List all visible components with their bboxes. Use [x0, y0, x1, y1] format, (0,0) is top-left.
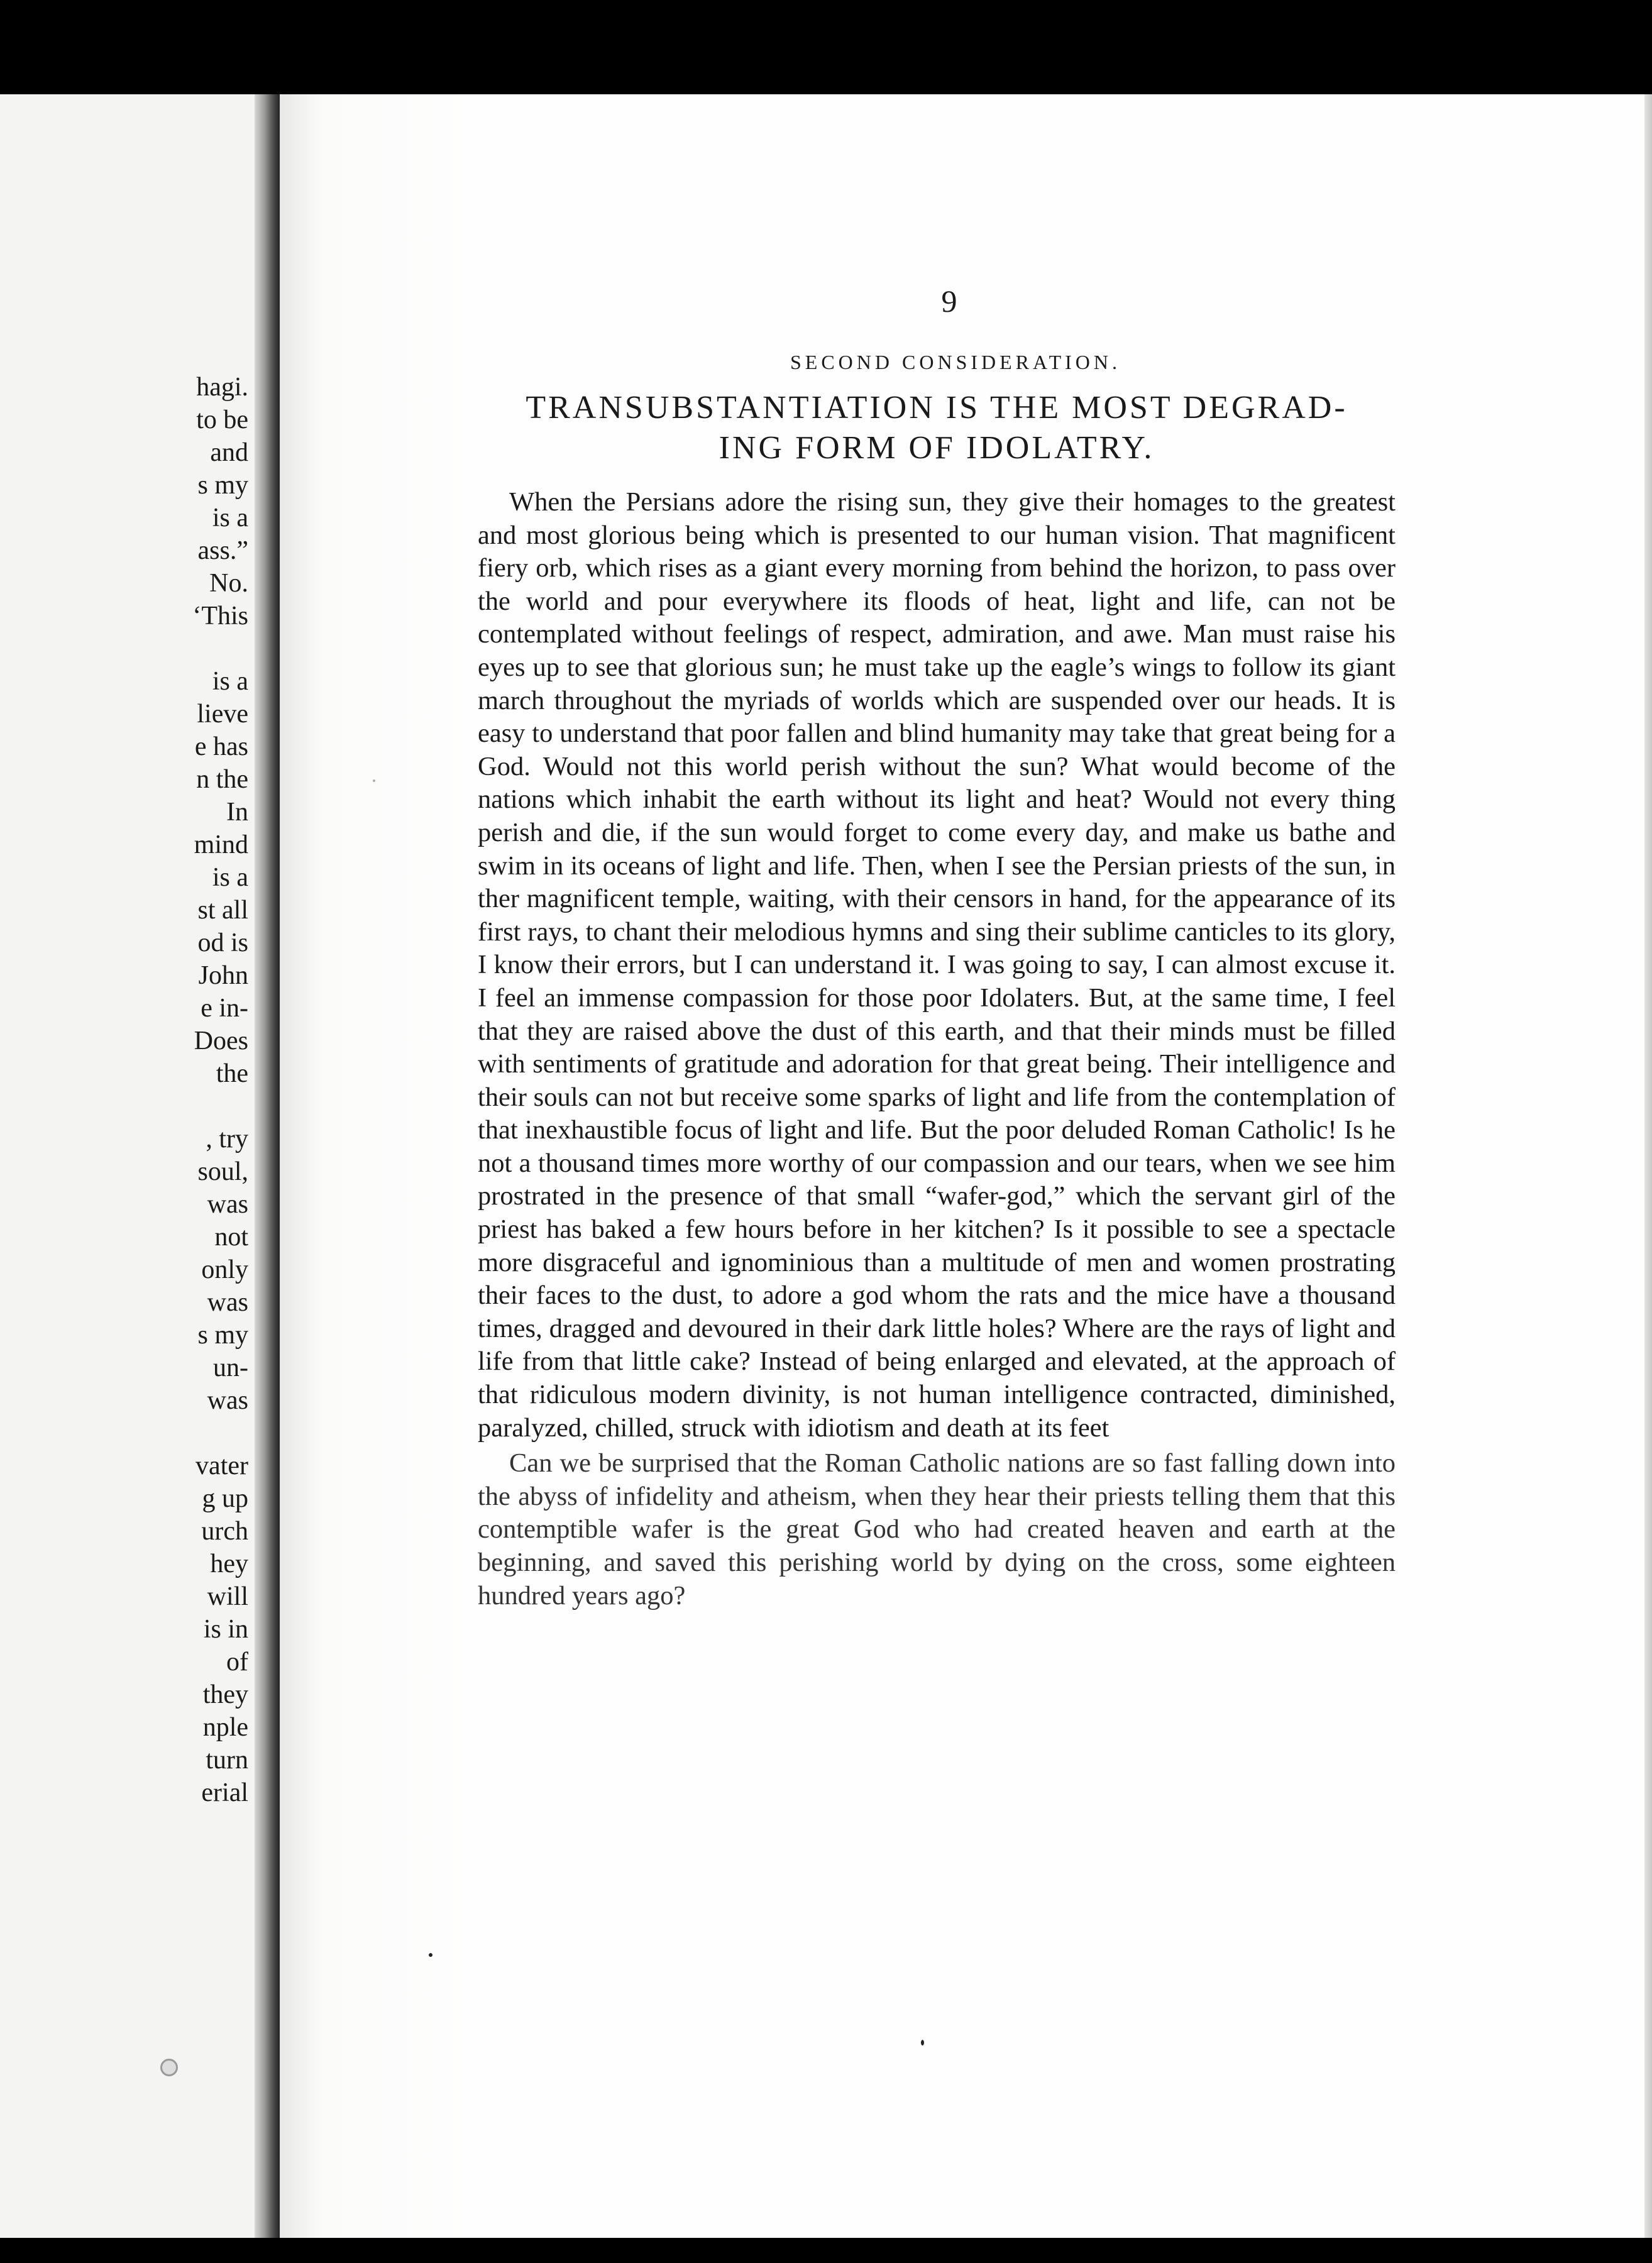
left-page-line-fragment: s my	[197, 1321, 248, 1350]
page-blemish-mark	[160, 2059, 178, 2076]
left-page-line-fragment: only	[201, 1255, 248, 1284]
left-page-line-fragment: g up	[202, 1484, 248, 1513]
left-page-line-fragment: od is	[197, 928, 248, 957]
section-label: SECOND CONSIDERATION.	[790, 351, 1121, 373]
ink-speck	[921, 2040, 924, 2046]
left-page-line-fragment: ‘This	[192, 602, 248, 630]
left-page-line-fragment: vater	[195, 1451, 248, 1480]
left-page-line-fragment: hey	[210, 1550, 248, 1578]
left-page-line-fragment: e has	[194, 732, 248, 761]
left-page-line-fragment: not	[214, 1223, 248, 1252]
left-page-line-fragment	[123, 632, 248, 665]
main-page	[280, 94, 1652, 2238]
left-page-line-fragment: nple	[202, 1713, 248, 1742]
left-page-line-fragment: is a	[212, 863, 248, 892]
left-page-line-fragment: ass.”	[197, 536, 248, 565]
left-page-line-fragment: urch	[201, 1517, 248, 1546]
left-page-line-fragment: the	[216, 1059, 248, 1088]
page-number: 9	[941, 284, 957, 319]
chapter-title	[478, 388, 1396, 468]
body-paragraph-2: Can we be surprised that the Roman Catholic nations are so fast falling down into the abyss of infidelity and atheism, when they hear their priests telling them that this contemptible wafer is the great God who had created heaven and earth at the beginning, and saved this perishing world by dying on the cross, some eighteen hundred years ago?	[478, 1448, 1396, 1611]
scan-border-top	[0, 0, 1652, 94]
left-page-line-fragment: is a	[212, 667, 248, 696]
left-page-line-fragment: st all	[197, 896, 248, 925]
left-page-line-fragment: will	[207, 1582, 248, 1611]
left-page-line-fragment: In	[226, 798, 248, 827]
left-page-line-fragment	[123, 1417, 248, 1450]
left-page-line-fragment: is a	[212, 504, 248, 532]
left-page-text-fragments	[123, 371, 248, 1809]
left-page-line-fragment: was	[207, 1288, 248, 1317]
left-page-line-fragment: s my	[197, 471, 248, 500]
left-page-line-fragment: was	[207, 1190, 248, 1219]
left-page-line-fragment: to be	[196, 405, 248, 434]
ink-speck	[429, 1953, 432, 1957]
left-page-line-fragment: , try	[206, 1125, 248, 1154]
left-page-line-fragment: lieve	[197, 700, 248, 729]
left-page-line-fragment: of	[226, 1648, 248, 1677]
left-page-line-fragment: they	[202, 1680, 248, 1709]
left-page-line-fragment: No.	[209, 569, 248, 598]
left-page-line-fragment: e in-	[201, 994, 248, 1023]
left-page-line-fragment: is in	[203, 1615, 248, 1644]
left-page-line-fragment: un-	[213, 1353, 248, 1382]
left-page-line-fragment: n the	[196, 765, 248, 794]
left-page-line-fragment: soul,	[197, 1157, 248, 1186]
left-page-line-fragment: erial	[201, 1778, 248, 1807]
left-page-line-fragment: Does	[194, 1027, 248, 1055]
left-page-line-fragment: mind	[194, 830, 248, 859]
left-page-line-fragment: turn	[206, 1746, 248, 1775]
chapter-title-line-1: TRANSUBSTANTIATION IS THE MOST DEGRAD-	[526, 390, 1348, 426]
book-gutter	[255, 94, 280, 2238]
ink-speck	[373, 779, 375, 782]
left-page-line-fragment	[123, 1090, 248, 1123]
page-content	[478, 283, 1396, 1612]
page-edge	[1644, 94, 1652, 2238]
left-page-line-fragment: was	[207, 1386, 248, 1415]
scan-border-bottom	[0, 2238, 1652, 2263]
left-facing-page	[0, 94, 267, 2238]
left-page-line-fragment: hagi.	[196, 373, 248, 402]
left-page-line-fragment: John	[198, 961, 248, 990]
chapter-title-line-2: ING FORM OF IDOLATRY.	[719, 430, 1155, 466]
left-page-line-fragment: and	[210, 438, 248, 467]
body-paragraph-1: When the Persians adore the rising sun, they give their homages to the greatest and most glorious being which is presented to our human vision. That magnificent fiery orb, which rises as a giant every morning from behind the horizon, to pass over the world and pour everywhere its floods of heat, light and life, can not be contemplated without feelings of respect, admiration, and awe. Man must raise his eyes up to see that glorious sun; he must take up the eagle’s wings to follow its giant march throughout the myriads of worlds which are suspended over our heads. It is easy to understand that poor fallen and blind humanity may take that great being for a God. Would not this world perish without the sun? What would become of the nations which inhabit the earth without its light and heat? Would not every thing perish and die, if the sun would forget to come every day, and make us bathe and swim in its oceans of light and life. Then, when I see the Persian priests of the sun, in ther magnificent temple, waiting, with their censors in hand, for the appearance of its first rays, to chant their melodious hymns and sing their sublime canticles to its glory, I know their errors, but I can understand it. I was going to say, I can almost excuse it. I feel an immense compassion for those poor Idolaters. But, at the same time, I feel that they are raised above the dust of this earth, and that their minds must be filled with sentiments of gratitude and adoration for that great being. Their intelligence and their souls can not but receive some sparks of light and life from the contemplation of that inexhaustible focus of light and life. But the poor deluded Roman Catholic! Is he not a thousand times more worthy of our compassion and our tears, when we see him prostrated in the presence of that small “wafer-god,” which the servant girl of the priest has baked a few hours before in her kitchen? Is it possible to see a spectacle more disgraceful and ignominious than a multitude of men and women prostrating their faces to the dust, to adore a god whom the rats and the mice have a thousand times, dragged and devoured in their dark little holes? Where are the rays of light and life from that little cake? Instead of being enlarged and elevated, at the approach of that ridiculous modern divinity, is not human intelligence contracted, diminished, paralyzed, chilled, struck with idiotism and death at its feet	[478, 487, 1396, 1443]
